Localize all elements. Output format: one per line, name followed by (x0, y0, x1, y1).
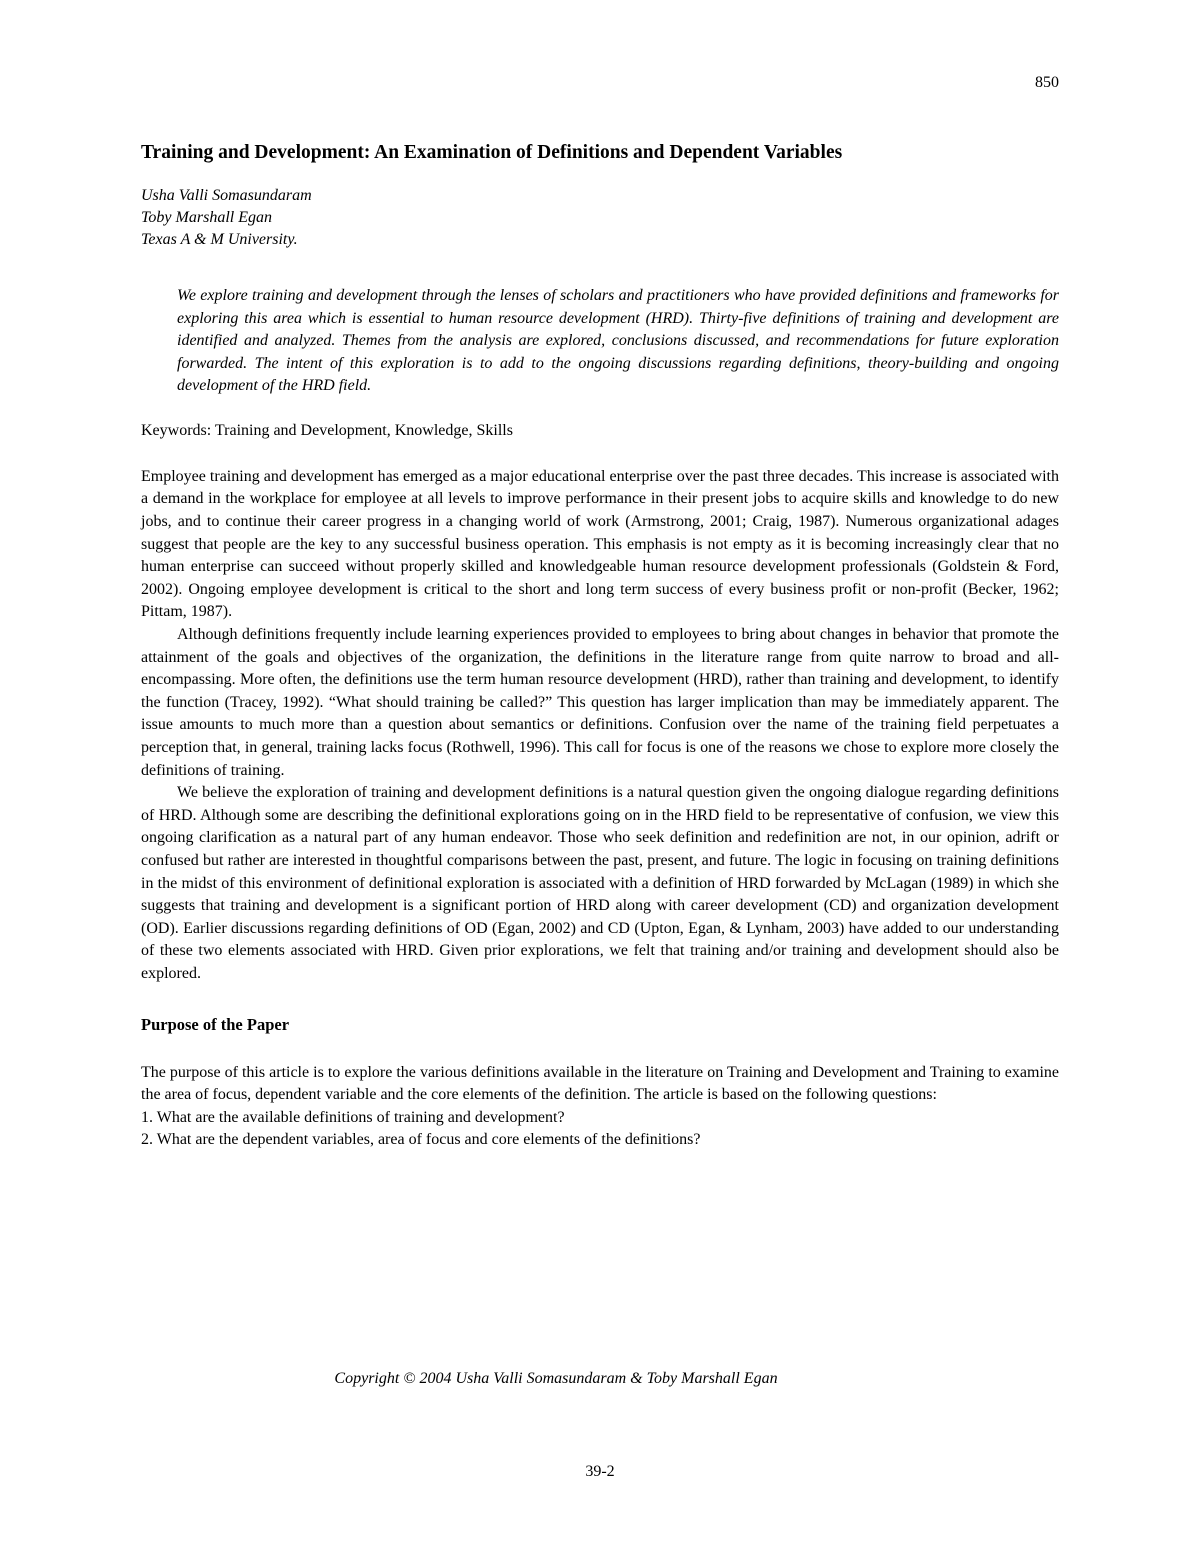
author-name: Usha Valli Somasundaram (141, 187, 312, 205)
footer-page-number: 39-2 (585, 1463, 615, 1480)
page-number: 850 (1035, 74, 1059, 91)
body-paragraph: Although definitions frequently include learning experiences provided to employees to bring about changes in behavior that promote the attainment of the goals and objectives of the organization, the definitions in the literature range from quite narrow to broad and all-encompassing. More often, the definitions use the term human resource development (HRD), rather than training and development, to identify the function (Tracey, 1992). “What should training be called?” This question has larger implication than may be immediately apparent. The issue amounts to much more than a question about semantics or definitions. Confusion over the name of the training field perpetuates a perception that, in general, training lacks focus (Rothwell, 1996). This call for focus is one of the reasons we chose to explore more closely the definitions of training. (141, 626, 1059, 779)
list-item: 1. What are the available definitions of training and development? (141, 1108, 565, 1126)
author-affiliation: Texas A & M University. (141, 231, 298, 249)
author-block (141, 185, 1059, 251)
purpose-paragraph: The purpose of this article is to explore the various definitions available in the literature on Training and Development and Training to examine the area of focus, dependent variable and the core elements of the definition. The article is based on the following questions: (141, 1063, 1059, 1104)
question-list (141, 1107, 1059, 1152)
section-heading: Purpose of the Paper (141, 1014, 290, 1034)
author-name: Toby Marshall Egan (141, 209, 272, 227)
abstract: We explore training and development through the lenses of scholars and practitioners who have provided definitions and frameworks for exploring this area which is essential to human resource development (HRD). Thirty-five definitions of training and development are identified and analyzed. Themes from the analysis are explored, conclusions discussed, and recommendations for future exploration forwarded. The intent of this exploration is to add to the ongoing discussions regarding definitions, theory-building and ongoing development of the HRD field. (177, 287, 1059, 395)
paper-content (141, 140, 1059, 1152)
list-item: 2. What are the dependent variables, area of focus and core elements of the definitions? (141, 1131, 701, 1149)
body-paragraph: Employee training and development has emerged as a major educational enterprise over the past three decades. This increase is associated with a demand in the workplace for employee at all levels to improve performance in their present jobs to acquire skills and knowledge to do new jobs, and to continue their career progress in a changing world of work (Armstrong, 2001; Craig, 1987). Numerous organizational adages suggest that people are the key to any successful business operation. This emphasis is not empty as it is becoming increasingly clear that no human enterprise can succeed without properly skilled and knowledgeable human resource development professionals (Goldstein & Ford, 2002). Ongoing employee development is critical to the short and long term success of every business profit or non-profit (Becker, 1962; Pittam, 1987). (141, 467, 1059, 621)
copyright-notice: Copyright © 2004 Usha Valli Somasundaram & Toby Marshall Egan (334, 1370, 778, 1387)
body-paragraph: We believe the exploration of training and development definitions is a natural question given the ongoing dialogue regarding definitions of HRD. Although some are describing the definitional explorations going on in the HRD field to be representative of confusion, we view this ongoing clarification as a natural part of any human endeavor. Those who seek definition and redefinition are not, in our opinion, adrift or confused but rather are interested in thoughtful comparisons between the past, present, and future. The logic in focusing on training definitions in the midst of this environment of definitional exploration is associated with a definition of HRD forwarded by McLagan (1989) in which she suggests that training and development is a significant portion of HRD along with career development (CD) and organization development (OD). Earlier discussions regarding definitions of OD (Egan, 2002) and CD (Upton, Egan, & Lynham, 2003) have added to our understanding of these two elements associated with HRD. Given prior explorations, we felt that training and/or training and development should also be explored. (141, 784, 1059, 982)
paper-title: Training and Development: An Examination of Definitions and Dependent Variables (141, 142, 843, 163)
keywords: Keywords: Training and Development, Knowledge, Skills (141, 421, 513, 439)
